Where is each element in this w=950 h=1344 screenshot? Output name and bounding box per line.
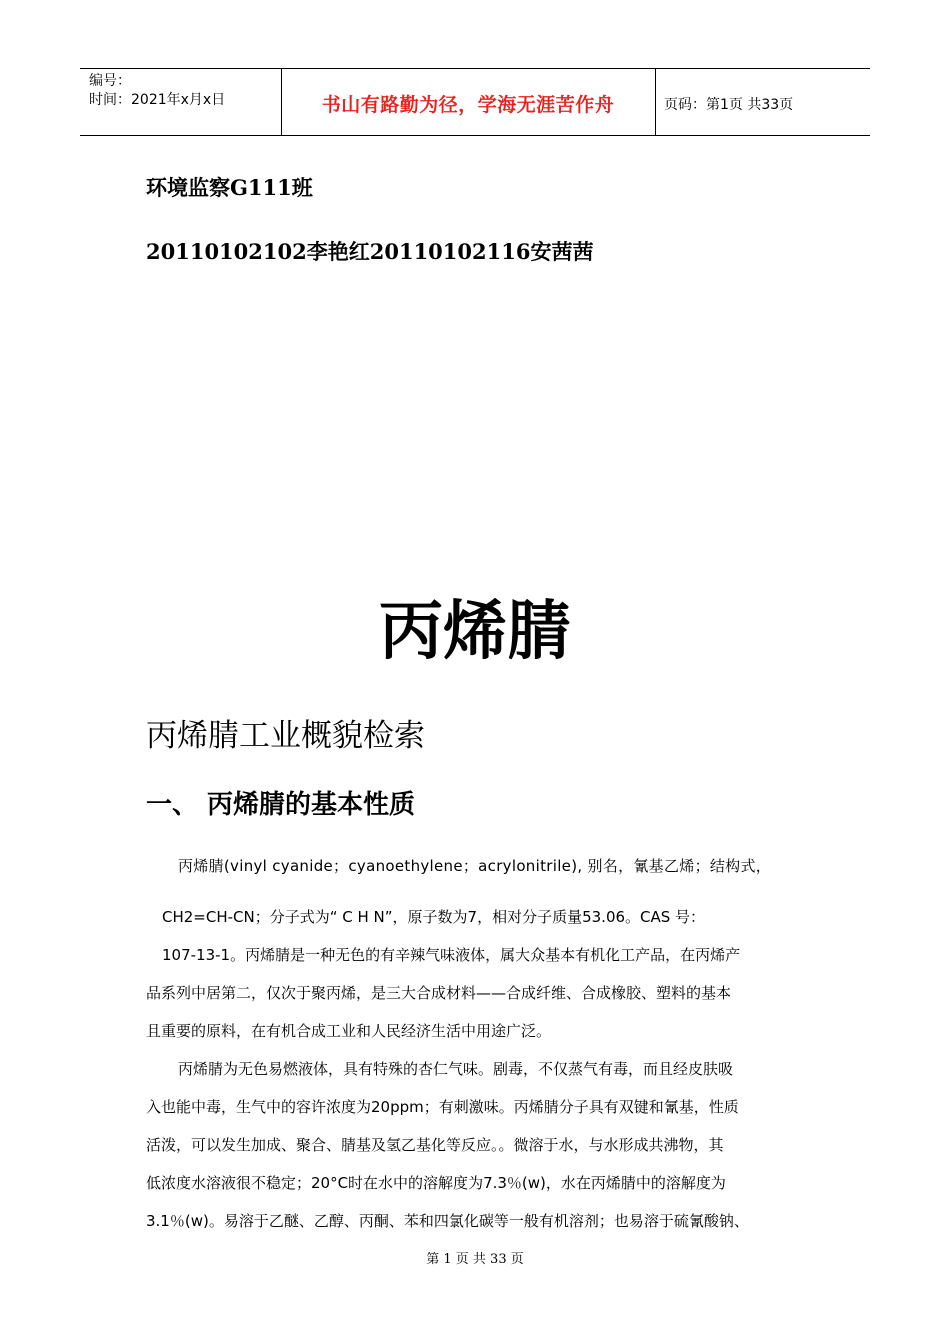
header-time-label: 时间：2021年x月x日 — [89, 92, 226, 108]
header-page-info: 页码：第1页 共33页 — [664, 97, 794, 113]
paragraph-2-line-3: 活泼，可以发生加成、聚合、腈基及氢乙基化等反应。。微溶于水，与水形成共沸物，其 — [146, 1136, 724, 1154]
header-number-label: 编号： — [89, 73, 131, 89]
paragraph-1-line-1: 丙烯腈(vinyl cyanide；cyanoethylene；acrylonitrile), 别名，氰基乙烯；结构式， — [178, 857, 772, 875]
header-bottom-rule — [80, 135, 870, 136]
paragraph-1-line-5: 且重要的原料，在有机合成工业和人民经济生活中用途广泛。 — [146, 1022, 552, 1040]
header-divider-right — [655, 68, 656, 136]
paragraph-1-line-4: 品系列中居第二，仅次于聚丙烯，是三大合成材料——合成纤维、合成橡胶、塑料的基本 — [146, 984, 732, 1002]
section-heading-1: 一、 丙烯腈的基本性质 — [146, 790, 416, 820]
paragraph-2-line-2: 入也能中毒，生气中的容许浓度为20ppm；有刺激味。丙烯腈分子具有双键和氰基，性质 — [146, 1098, 739, 1116]
paragraph-2-line-1: 丙烯腈为无色易燃液体，具有特殊的杏仁气味。剧毒，不仅蒸气有毒，而且经皮肤吸 — [178, 1060, 734, 1078]
header-top-rule — [80, 68, 870, 69]
authors-line: 20110102102李艳红20110102116安茜茜 — [146, 239, 594, 264]
page-footer: 第 1 页 共 33 页 — [426, 1252, 524, 1267]
header-motto: 书山有路勤为径，学海无涯苦作舟 — [321, 94, 615, 116]
header-left-cell — [89, 72, 225, 110]
paragraph-2-line-5: 3.1％(w)。易溶于乙醚、乙醇、丙酮、苯和四氯化碳等一般有机溶剂；也易溶于硫氰酸钠、 — [146, 1212, 749, 1230]
paragraph-1-line-2: CH2=CH-CN；分子式为“ C H N”，原子数为7，相对分子质量53.06。CAS 号： — [162, 908, 706, 926]
document-subtitle: 丙烯腈工业概貌检索 — [146, 718, 425, 754]
paragraph-2-line-4: 低浓度水溶液很不稳定；20°C时在水中的溶解度为7.3％(w)，水在丙烯腈中的溶解度为 — [146, 1174, 726, 1192]
paragraph-1-line-3: 107-13-1。丙烯腈是一种无色的有辛辣气味液体，属大众基本有机化工产品，在丙烯产 — [162, 946, 741, 964]
class-line: 环境监察G111班 — [146, 175, 313, 200]
document-title: 丙烯腈 — [379, 595, 571, 669]
